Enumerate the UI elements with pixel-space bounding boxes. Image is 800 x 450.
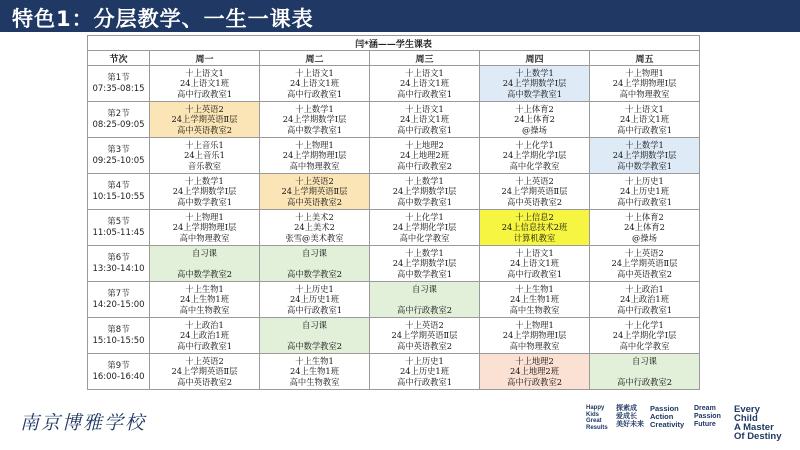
timetable-row xyxy=(88,354,700,390)
classroom: 高中数学教室1 xyxy=(396,196,453,207)
period-cell xyxy=(88,210,150,246)
classroom: 高中行政教室1 xyxy=(286,88,343,99)
class-cell-wednesday xyxy=(370,138,480,174)
class-cell-thursday xyxy=(480,354,590,390)
happy-kids-logo: Happy Kids Great Results xyxy=(586,405,608,431)
class-cell-thursday xyxy=(480,210,590,246)
classroom: 高中数学教室1 xyxy=(506,88,563,99)
classroom: 高中化学教室 xyxy=(509,160,560,171)
classroom: 高中英语教室2 xyxy=(616,268,673,279)
class-group: 24上学期英语Ⅱ层 xyxy=(171,366,238,377)
course-name: 十上美术2 xyxy=(295,211,334,222)
class-cell-thursday xyxy=(480,246,590,282)
classroom: 高中行政教室1 xyxy=(506,268,563,279)
class-group: 24上体育2 xyxy=(624,222,665,233)
classroom: 高中英语教室2 xyxy=(506,196,563,207)
course-name: 十上语文1 xyxy=(625,103,664,114)
course-name: 十上英语2 xyxy=(515,175,554,186)
class-group: 24上学期物理Ⅰ层 xyxy=(612,78,677,89)
class-group: 24上历史1班 xyxy=(619,186,670,197)
course-name: 十上历史1 xyxy=(625,175,664,186)
period-time: 14:20-15:00 xyxy=(92,299,145,310)
class-group: 24上学期物理Ⅰ层 xyxy=(282,150,347,161)
course-name: 十上生物1 xyxy=(185,283,224,294)
class-group xyxy=(370,294,479,305)
classroom: 高中行政教室2 xyxy=(396,304,453,315)
class-group: 24上语文1班 xyxy=(179,78,230,89)
period-cell xyxy=(88,318,150,354)
timetable-row xyxy=(88,66,700,102)
class-cell-monday xyxy=(150,354,260,390)
course-name: 自习课 xyxy=(632,355,657,366)
slide-header-bar xyxy=(0,0,800,32)
course-name: 十上语文1 xyxy=(405,103,444,114)
classroom: 音乐教室 xyxy=(187,160,222,171)
header-monday: 周一 xyxy=(150,51,260,66)
header-period: 节次 xyxy=(88,51,150,66)
class-cell-tuesday xyxy=(260,246,370,282)
period-number: 第6节 xyxy=(107,252,130,263)
classroom: 高中行政教室1 xyxy=(616,304,673,315)
class-cell-monday xyxy=(150,282,260,318)
period-time: 11:05-11:45 xyxy=(92,227,145,238)
class-group: 24上政治1班 xyxy=(619,294,670,305)
period-cell xyxy=(88,102,150,138)
course-name: 十上地理2 xyxy=(515,355,554,366)
class-group: 24上学期数学Ⅰ层 xyxy=(392,186,457,197)
course-name: 十上地理2 xyxy=(405,139,444,150)
class-group: 24上学期物理Ⅰ层 xyxy=(502,330,567,341)
passion-action-creativity-logo: Passion Action Creativity xyxy=(650,404,685,429)
class-group: 24上地理2班 xyxy=(509,366,560,377)
classroom: 高中行政教室1 xyxy=(616,124,673,135)
course-name: 十上政治1 xyxy=(185,319,224,330)
class-cell-thursday xyxy=(480,174,590,210)
classroom: 张雪@美术教室 xyxy=(285,232,344,243)
class-cell-monday xyxy=(150,210,260,246)
class-group: 24上学期数学Ⅰ层 xyxy=(502,78,567,89)
dream-passion-future-logo: Dream Passion Future xyxy=(694,405,721,428)
classroom: 高中行政教室2 xyxy=(506,376,563,387)
classroom: 高中物理教室 xyxy=(289,160,340,171)
class-cell-wednesday xyxy=(370,354,480,390)
class-cell-friday xyxy=(590,174,700,210)
course-name: 十上数学1 xyxy=(295,103,334,114)
period-cell xyxy=(88,138,150,174)
course-name: 十上语文1 xyxy=(405,67,444,78)
period-number: 第2节 xyxy=(107,108,130,119)
classroom: @操场 xyxy=(522,124,547,135)
class-cell-thursday xyxy=(480,66,590,102)
period-number: 第3节 xyxy=(107,144,130,155)
class-cell-tuesday xyxy=(260,138,370,174)
class-group: 24上学期英语Ⅱ层 xyxy=(611,258,678,269)
course-name: 十上体育2 xyxy=(515,103,554,114)
course-name: 十上生物1 xyxy=(515,283,554,294)
classroom: 高中行政教室1 xyxy=(396,88,453,99)
classroom: 高中行政教室1 xyxy=(286,304,343,315)
classroom: 高中生物教室 xyxy=(509,304,560,315)
class-group: 24上语文1班 xyxy=(509,258,560,269)
period-time: 08:25-09:05 xyxy=(92,119,145,130)
period-time: 13:30-14:10 xyxy=(92,263,145,274)
course-name: 十上语文1 xyxy=(185,67,224,78)
course-name: 十上英语2 xyxy=(625,247,664,258)
classroom: 高中化学教室 xyxy=(399,232,450,243)
period-cell xyxy=(88,66,150,102)
timetable-row xyxy=(88,102,700,138)
class-cell-wednesday xyxy=(370,210,480,246)
class-cell-wednesday xyxy=(370,282,480,318)
class-group xyxy=(260,258,369,269)
period-cell xyxy=(88,246,150,282)
classroom: 高中数学教室2 xyxy=(176,268,233,279)
course-name: 十上物理1 xyxy=(515,319,554,330)
timetable-row xyxy=(88,318,700,354)
course-name: 十上英语2 xyxy=(185,355,224,366)
class-group: 24上信息技术2班 xyxy=(501,222,568,233)
class-cell-tuesday xyxy=(260,102,370,138)
school-logo-text: 南京博雅学校 xyxy=(20,412,147,434)
course-name: 十上语文1 xyxy=(515,247,554,258)
course-name: 十上历史1 xyxy=(295,283,334,294)
class-group: 24上历史1班 xyxy=(289,294,340,305)
class-group: 24上学期数学Ⅰ层 xyxy=(282,114,347,125)
period-cell xyxy=(88,174,150,210)
header-friday: 周五 xyxy=(590,51,700,66)
classroom: 高中英语教室2 xyxy=(176,376,233,387)
classroom: 高中行政教室2 xyxy=(396,160,453,171)
course-name: 十上数学1 xyxy=(405,175,444,186)
period-number: 第5节 xyxy=(107,216,130,227)
slide-title: 特色1：分层教学、一生一课表 xyxy=(12,7,314,31)
class-group: 24上学期英语Ⅱ层 xyxy=(281,186,348,197)
course-name: 十上英语2 xyxy=(295,175,334,186)
class-group xyxy=(260,330,369,341)
classroom: 高中物理教室 xyxy=(619,88,670,99)
class-group: 24上语文1班 xyxy=(289,78,340,89)
class-group xyxy=(590,366,699,377)
class-cell-wednesday xyxy=(370,318,480,354)
classroom: @操场 xyxy=(632,232,657,243)
course-name: 十上体育2 xyxy=(625,211,664,222)
class-cell-friday xyxy=(590,210,700,246)
class-group: 24上生物1班 xyxy=(289,366,340,377)
course-name: 十上数学1 xyxy=(405,247,444,258)
timetable-caption: 闫*涵——学生课表 xyxy=(88,36,700,51)
class-cell-friday xyxy=(590,102,700,138)
timetable-row xyxy=(88,246,700,282)
course-name: 十上生物1 xyxy=(295,355,334,366)
course-name: 十上数学1 xyxy=(625,139,664,150)
period-cell xyxy=(88,354,150,390)
classroom: 高中生物教室 xyxy=(289,376,340,387)
class-group: 24上地理2班 xyxy=(399,150,450,161)
course-name: 十上信息2 xyxy=(515,211,554,222)
classroom: 高中数学教室1 xyxy=(616,160,673,171)
class-group: 24上生物1班 xyxy=(179,294,230,305)
class-group: 24上语文1班 xyxy=(619,114,670,125)
period-time: 15:10-15:50 xyxy=(92,335,145,346)
period-number: 第9节 xyxy=(107,360,130,371)
class-group: 24上学期数学Ⅰ层 xyxy=(612,150,677,161)
class-cell-monday xyxy=(150,138,260,174)
course-name: 自习课 xyxy=(302,319,327,330)
classroom: 高中行政教室1 xyxy=(176,88,233,99)
timetable xyxy=(87,35,700,390)
period-time: 09:25-10:05 xyxy=(92,155,145,166)
header-wednesday: 周三 xyxy=(370,51,480,66)
class-cell-friday xyxy=(590,66,700,102)
course-name: 十上数学1 xyxy=(185,175,224,186)
timetable-header-row xyxy=(88,51,700,66)
classroom: 高中数学教室1 xyxy=(286,124,343,135)
class-group: 24上历史1班 xyxy=(399,366,450,377)
class-cell-wednesday xyxy=(370,246,480,282)
class-cell-thursday xyxy=(480,318,590,354)
class-cell-friday xyxy=(590,354,700,390)
period-time: 16:00-16:40 xyxy=(92,371,145,382)
class-group: 24上生物1班 xyxy=(509,294,560,305)
class-group: 24上学期化学Ⅰ层 xyxy=(502,150,567,161)
class-cell-wednesday xyxy=(370,102,480,138)
class-group: 24上音乐1 xyxy=(184,150,225,161)
classroom: 高中数学教室1 xyxy=(176,196,233,207)
class-group: 24上学期英语Ⅱ层 xyxy=(391,330,458,341)
header-thursday: 周四 xyxy=(480,51,590,66)
course-name: 十上音乐1 xyxy=(185,139,224,150)
class-cell-monday xyxy=(150,102,260,138)
classroom: 高中物理教室 xyxy=(179,232,230,243)
classroom: 高中行政教室1 xyxy=(396,376,453,387)
timetable-row xyxy=(88,138,700,174)
classroom: 高中行政教室1 xyxy=(616,196,673,207)
timetable-row xyxy=(88,210,700,246)
every-child-a-master-logo: Every Child A Master Of Destiny xyxy=(734,404,782,442)
class-group: 24上学期数学Ⅰ层 xyxy=(172,186,237,197)
class-cell-monday xyxy=(150,246,260,282)
class-group: 24上学期数学Ⅰ层 xyxy=(392,258,457,269)
course-name: 十上物理1 xyxy=(295,139,334,150)
class-cell-friday xyxy=(590,282,700,318)
classroom: 高中数学教室1 xyxy=(396,268,453,279)
class-group: 24上政治1班 xyxy=(179,330,230,341)
course-name: 十上化学1 xyxy=(405,211,444,222)
class-cell-tuesday xyxy=(260,318,370,354)
period-time: 07:35-08:15 xyxy=(92,83,145,94)
class-group: 24上学期英语Ⅱ层 xyxy=(501,186,568,197)
classroom: 高中生物教室 xyxy=(179,304,230,315)
classroom: 高中英语教室2 xyxy=(396,340,453,351)
classroom: 高中行政教室2 xyxy=(616,376,673,387)
period-number: 第7节 xyxy=(107,288,130,299)
period-number: 第8节 xyxy=(107,324,130,335)
class-cell-tuesday xyxy=(260,66,370,102)
class-group: 24上体育2 xyxy=(514,114,555,125)
classroom: 高中行政教室1 xyxy=(176,340,233,351)
classroom: 高中化学教室 xyxy=(619,340,670,351)
class-group: 24上学期物理Ⅰ层 xyxy=(172,222,237,233)
period-number: 第1节 xyxy=(107,72,130,83)
timetable-caption-row xyxy=(88,36,700,51)
course-name: 十上语文1 xyxy=(295,67,334,78)
class-cell-friday xyxy=(590,138,700,174)
class-group xyxy=(150,258,259,269)
course-name: 十上历史1 xyxy=(405,355,444,366)
classroom: 高中物理教室 xyxy=(509,340,560,351)
class-cell-thursday xyxy=(480,102,590,138)
course-name: 十上化学1 xyxy=(515,139,554,150)
motto-logo: 探索成 爱成长 美好未来 xyxy=(616,405,644,428)
timetable-row xyxy=(88,282,700,318)
class-cell-thursday xyxy=(480,282,590,318)
classroom: 高中英语教室2 xyxy=(286,196,343,207)
class-group: 24上语文1班 xyxy=(399,114,450,125)
class-cell-tuesday xyxy=(260,174,370,210)
class-group: 24上美术2 xyxy=(294,222,335,233)
classroom: 高中数学教室2 xyxy=(286,340,343,351)
header-tuesday: 周二 xyxy=(260,51,370,66)
course-name: 十上物理1 xyxy=(625,67,664,78)
class-group: 24上学期化学Ⅰ层 xyxy=(612,330,677,341)
course-name: 自习课 xyxy=(302,247,327,258)
class-cell-thursday xyxy=(480,138,590,174)
classroom: 高中行政教室1 xyxy=(396,124,453,135)
course-name: 十上物理1 xyxy=(185,211,224,222)
course-name: 自习课 xyxy=(192,247,217,258)
class-cell-friday xyxy=(590,246,700,282)
classroom: 计算机教室 xyxy=(513,232,556,243)
period-cell xyxy=(88,282,150,318)
class-cell-monday xyxy=(150,318,260,354)
class-cell-tuesday xyxy=(260,282,370,318)
course-name: 十上英语2 xyxy=(185,103,224,114)
classroom: 高中英语教室2 xyxy=(176,124,233,135)
class-cell-wednesday xyxy=(370,174,480,210)
class-group: 24上语文1班 xyxy=(399,78,450,89)
class-cell-tuesday xyxy=(260,354,370,390)
course-name: 自习课 xyxy=(412,283,437,294)
class-cell-friday xyxy=(590,318,700,354)
period-number: 第4节 xyxy=(107,180,130,191)
course-name: 十上化学1 xyxy=(625,319,664,330)
class-group: 24上学期英语Ⅱ层 xyxy=(171,114,238,125)
course-name: 十上英语2 xyxy=(405,319,444,330)
period-time: 10:15-10:55 xyxy=(92,191,145,202)
classroom: 高中数学教室2 xyxy=(286,268,343,279)
course-name: 十上政治1 xyxy=(625,283,664,294)
course-name: 十上数学1 xyxy=(515,67,554,78)
timetable-container xyxy=(87,35,700,390)
class-cell-wednesday xyxy=(370,66,480,102)
class-cell-monday xyxy=(150,66,260,102)
timetable-row xyxy=(88,174,700,210)
class-cell-tuesday xyxy=(260,210,370,246)
class-group: 24上学期化学Ⅰ层 xyxy=(392,222,457,233)
class-cell-monday xyxy=(150,174,260,210)
